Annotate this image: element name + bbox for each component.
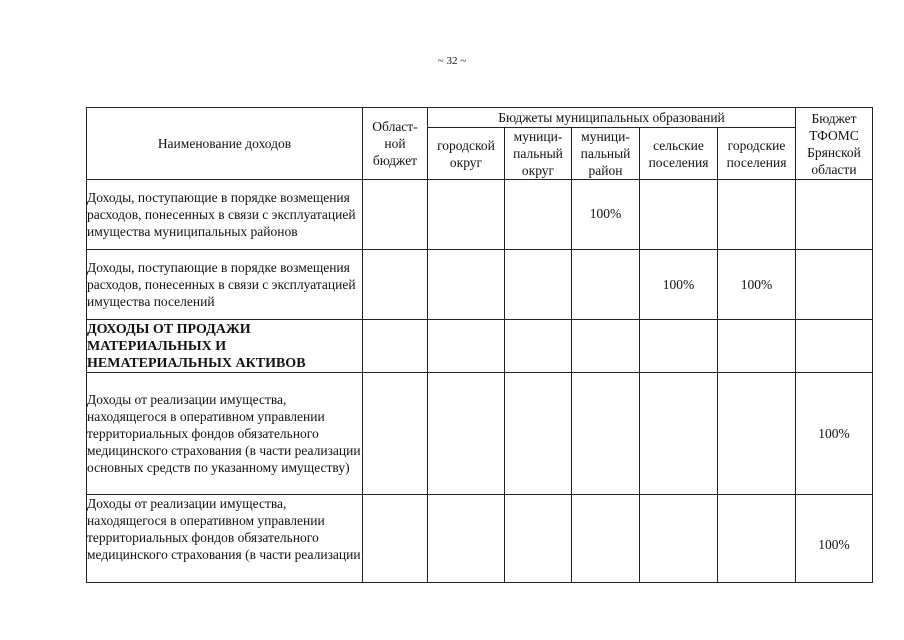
- cell-tfoms: [796, 180, 873, 250]
- table-row: [87, 180, 873, 250]
- table-row: [87, 495, 873, 583]
- page-number: ~ 32 ~: [437, 55, 467, 67]
- cell-tfoms: [796, 320, 873, 373]
- header-name: Наименование доходов: [87, 108, 363, 180]
- header-urban-settlements: городские поселения: [718, 128, 796, 180]
- header-row-1: [87, 108, 873, 128]
- cell-urban: [718, 373, 796, 495]
- table-row-section: [87, 320, 873, 373]
- row-name: Доходы, поступающие в порядке возмещения расходов, понесенных в связи с эксплуатацией имущества поселений: [87, 250, 363, 320]
- table-row: [87, 250, 873, 320]
- row-name: Доходы, поступающие в порядке возмещения расходов, понесенных в связи с эксплуатацией имущества муниципальных районов: [87, 180, 363, 250]
- cell-tfoms: 100%: [796, 373, 873, 495]
- header-regional-budget: Област- ной бюджет: [363, 108, 428, 180]
- cell-rural: [640, 373, 718, 495]
- header-municipal-okrug: муници- пальный округ: [505, 128, 572, 180]
- header-tfoms-budget: Бюджет ТФОМС Брянской области: [796, 108, 873, 180]
- cell-rural: [640, 180, 718, 250]
- cell-urban: [718, 320, 796, 373]
- cell-city-district: [428, 495, 505, 583]
- cell-tfoms: 100%: [796, 495, 873, 583]
- cell-city-district: [428, 180, 505, 250]
- cell-municipal-okrug: [505, 373, 572, 495]
- header-city-district: городской округ: [428, 128, 505, 180]
- header-municipal-budgets: Бюджеты муниципальных образований: [428, 108, 796, 128]
- cell-municipal-okrug: [505, 320, 572, 373]
- cell-municipal-rayon: [572, 320, 640, 373]
- cell-municipal-rayon: [572, 250, 640, 320]
- cell-municipal-okrug: [505, 180, 572, 250]
- cell-tfoms: [796, 250, 873, 320]
- header-municipal-rayon: муници- пальный район: [572, 128, 640, 180]
- section-heading: ДОХОДЫ ОТ ПРОДАЖИ МАТЕРИАЛЬНЫХ И НЕМАТЕРИАЛЬНЫХ АКТИВОВ: [87, 320, 363, 373]
- cell-municipal-rayon: [572, 373, 640, 495]
- table-row: [87, 373, 873, 495]
- cell-regional: [363, 373, 428, 495]
- cell-regional: [363, 320, 428, 373]
- revenue-distribution-table: [86, 107, 873, 583]
- cell-regional: [363, 180, 428, 250]
- cell-urban: [718, 180, 796, 250]
- cell-city-district: [428, 250, 505, 320]
- cell-regional: [363, 250, 428, 320]
- header-rural-settlements: сельские поселения: [640, 128, 718, 180]
- cell-municipal-rayon: 100%: [572, 180, 640, 250]
- cell-city-district: [428, 320, 505, 373]
- cell-urban: 100%: [718, 250, 796, 320]
- cell-rural: [640, 495, 718, 583]
- row-name-text: Доходы от реализации имущества, находящегося в оперативном управлении территориальных фондов обязательного медицинского страхования (в части реализации: [87, 496, 361, 562]
- cell-regional: [363, 495, 428, 583]
- cell-rural: [640, 320, 718, 373]
- cell-urban: [718, 495, 796, 583]
- row-name: Доходы от реализации имущества, находящегося в оперативном управлении территориальных фондов обязательного медицинского страхования (в части реализации основных средств по указанному имуществу): [87, 373, 363, 495]
- cell-municipal-rayon: [572, 495, 640, 583]
- cell-municipal-okrug: [505, 495, 572, 583]
- cell-city-district: [428, 373, 505, 495]
- cell-rural: 100%: [640, 250, 718, 320]
- cell-municipal-okrug: [505, 250, 572, 320]
- row-name: [87, 495, 363, 583]
